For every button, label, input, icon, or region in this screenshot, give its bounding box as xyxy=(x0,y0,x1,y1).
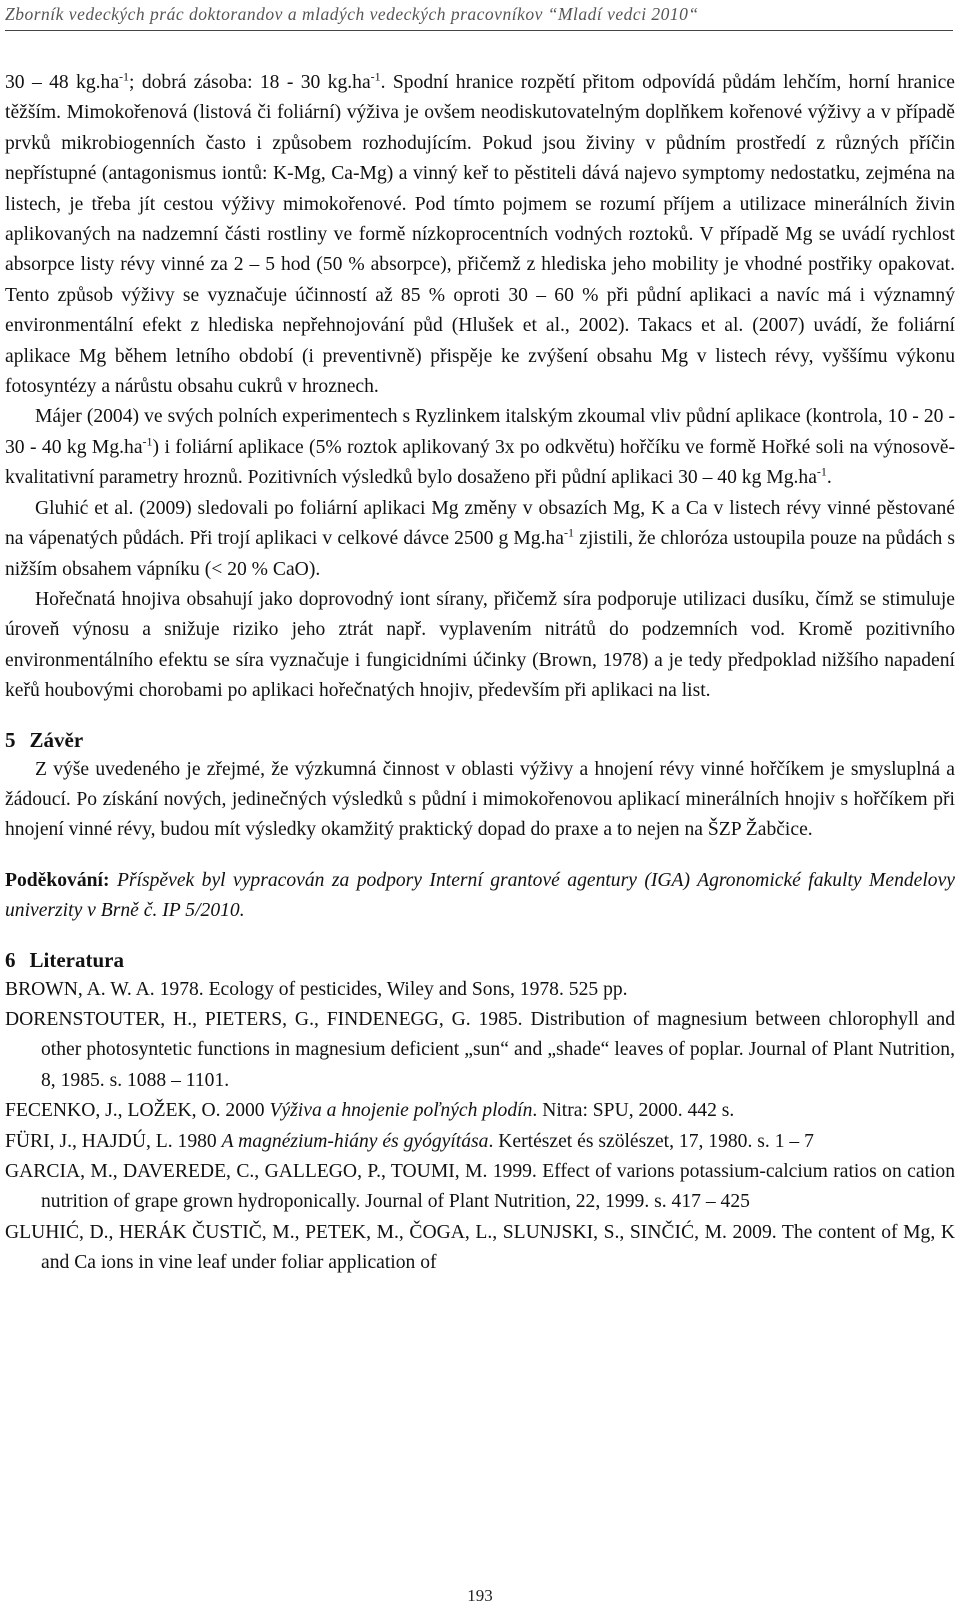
reference-list xyxy=(5,975,955,1279)
body-paragraph-4: Hořečnatá hnojiva obsahují jako doprovodný iont sírany, přičemž síra podporuje utilizaci dusíku, čímž se stimuluje úroveň výnosu a snižuje riziko jeho ztrát např. vyplavením nitrátů do podzemních vod. Kromě pozitivního environmentálního efektu se síra vyznačuje i fungicidními účinky (Brown, 1978) a je tedy předpoklad nižšího napadení keřů houbovými chorobami po aplikaci hořečnatých hnojiv, především při aplikaci na list. xyxy=(5,588,955,702)
reference-item: FECENKO, J., LOŽEK, O. 2000 Výživa a hnojenie poľných plodín. Nitra: SPU, 2000. 442 s. xyxy=(5,1100,735,1122)
reference-item: BROWN, A. W. A. 1978. Ecology of pesticides, Wiley and Sons, 1978. 525 pp. xyxy=(5,978,628,1000)
body-paragraph-1: 30 – 48 $kg.ha^{-1}$; dobrá zásoba: 18 - 30 $kg.ha^{-1}$. Spodní hranice rozpětí přitom odpovídá půdám lehčím, horní hranice těžším. Mimokořenová (listová či foliární) výživa je ovšem neodiskutovatelným doplňkem kořenové výživy a v případě prvků mikrobiogenních často i způsobem rozhodujícím. Pokud jsou živiny v půdním prostředí z různých příčin nepřístupné (antagonismus iontů: K-Mg, Ca-Mg) a vinný keř to pěstiteli dává najevo symptomy nedostatku, zejména na listech, je třeba jít cestou výživy mimokořenové. Pod tímto pojmem se rozumí příjem a utilizace minerálních živin aplikovaných na nadzemní části rostliny ve formě nízkoprocentních vodných roztoků. V případě Mg se uvádí rychlost absorpce listy révy vinné za 2 – 5 hod (50 % absorpce), přičemž z hlediska jeho mobility je vhodné postřiky opakovat. Tento způsob výživy se vyznačuje účinností až 85 % oproti 30 – 60 % při půdní aplikaci a navíc má i významný environmentální efekt z hlediska nepřehnojování půd (Hlušek et al., 2002). Takacs et al. (2007) uvádí, že foliární aplikace Mg během letního období (i preventivně) přispěje ke zvýšení obsahu Mg v listech révy, vyššímu výkonu fotosyntézy a nárůstu obsahu cukrů v hroznech. xyxy=(5,69,955,398)
reference-item: DORENSTOUTER, H., PIETERS, G., FINDENEGG, G. 1985. Distribution of magnesium between chlorophyll and other photosyntetic functions in magnesium deficient „sun“ and „shade“ leaves of poplar. Journal of Plant Nutrition, 8, 1985. s. 1088 – 1101. xyxy=(5,1008,955,1091)
conclusion-paragraph: Z výše uvedeného je zřejmé, že výzkumná činnost v oblasti výživy a hnojení révy vinné hořčíkem je smysluplná a žádoucí. Po získání nových, jedinečných výsledků s půdní i mimokořenovou aplikací minerálních hnojiv s hořčíkem při hnojení vinné révy, budou mít výsledky okamžitý praktický dopad do praxe a to nejen na ŠZP Žabčice. xyxy=(5,758,955,841)
acknowledgement: Poděkování: Příspěvek byl vypracován za podpory Interní grantové agentury (IGA) Agronomické fakulty Mendelovy univerzity v Brně č. IP 5/2010. xyxy=(5,869,955,922)
reference-item: FÜRI, J., HAJDÚ, L. 1980 A magnézium-hiány és gyógyítása. Kertészet és szölészet, 17, 1980. s. 1 – 7 xyxy=(5,1130,814,1152)
page-number: 193 xyxy=(467,1586,493,1605)
body-paragraph-2: Májer (2004) ve svých polních experimentech s Ryzlinkem italským zkoumal vliv půdní aplikace (kontrola, 10 - 20 - 30 - 40 kg $Mg.ha^{-1}$) i foliární aplikace (5% roztok aplikovaný 3x po odkvětu) hořčíku ve formě Hořké soli na výnosově-kvalitativní parametry hroznů. Pozitivních výsledků bylo dosaženo při půdní aplikaci 30 – 40 kg $Mg.ha^{-1}$. xyxy=(5,406,955,489)
body-paragraph-3: Gluhić et al. (2009) sledovali po foliární aplikaci Mg změny v obsazích Mg, K a Ca v listech révy vinné pěstované na vápenatých půdách. Při trojí aplikaci v celkové dávce 2500 g $Mg.ha^{-1}$ zjistili, že chloróza ustoupila pouze na půdách s nižším obsahem vápníku (< 20 % CaO). xyxy=(5,497,955,580)
page-content xyxy=(5,68,955,1279)
section-heading-literature: 6 Literatura xyxy=(5,947,124,972)
reference-item: GLUHIĆ, D., HERÁK ČUSTIČ, M., PETEK, M., ČOGA, L., SLUNJSKI, S., SINČIĆ, M. 2009. The content of Mg, K and Ca ions in vine leaf under foliar application of xyxy=(5,1221,955,1274)
section-heading-conclusion: 5 Závěr xyxy=(5,727,84,752)
running-header: Zborník vedeckých prác doktorandov a mladých vedeckých pracovníkov “Mladí vedci 2010“ xyxy=(5,4,699,24)
header-rule xyxy=(5,30,953,31)
reference-item: GARCIA, M., DAVEREDE, C., GALLEGO, P., TOUMI, M. 1999. Effect of varions potassium-calcium ratios on cation nutrition of grape grown hydroponically. Journal of Plant Nutrition, 22, 1999. s. 417 – 425 xyxy=(5,1161,955,1213)
